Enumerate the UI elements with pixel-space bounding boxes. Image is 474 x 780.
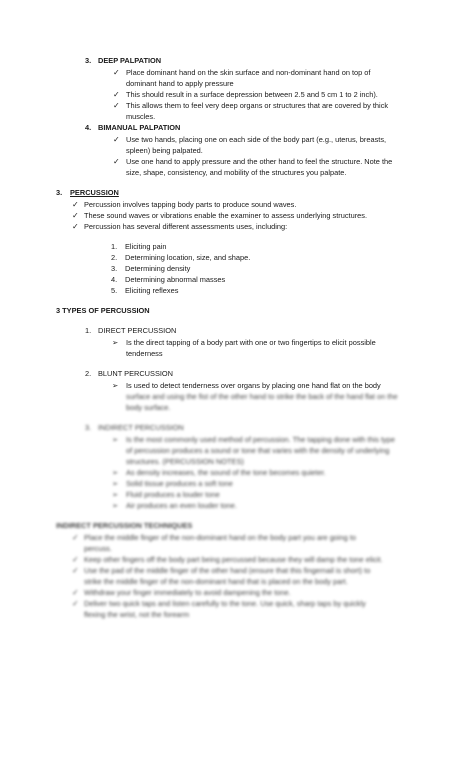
technique-3a: Use the pad of the middle finger of the other hand (ensure that this fingernail is short) to: [84, 566, 371, 575]
check-icon: ✓: [72, 211, 79, 220]
deep-item-3a: This allows them to feel very deep organs or structures that are covered by thick: [126, 101, 389, 110]
arrow-icon: ➢: [112, 501, 119, 510]
check-icon: ✓: [113, 68, 120, 77]
check-icon: ✓: [113, 90, 120, 99]
deep-item-2: This should result in a surface depression between 2.5 and 5 cm 1 to 2 inch).: [126, 90, 378, 99]
technique-5a: Deliver two quick taps and listen carefully to the tone. Use quick, sharp taps by quickly: [84, 599, 366, 608]
deep-item-3b: muscles.: [126, 112, 156, 121]
percussion-item-3: Percussion has several different assessments uses, including:: [84, 222, 288, 231]
arrow-icon: ➢: [112, 435, 119, 444]
arrow-icon: ➢: [112, 479, 119, 488]
arrow-icon: ➢: [112, 381, 119, 390]
use-number: 4.: [111, 275, 118, 284]
indirect-title: INDIRECT PERCUSSION: [98, 423, 184, 432]
direct-text-2: tenderness: [126, 349, 163, 358]
blunt-text-1: Is used to detect tenderness over organs by placing one hand flat on the body: [126, 381, 381, 390]
indirect-item-1b: of percussion produces a sound or tone that varies with the density of underlying: [126, 446, 390, 455]
use-text: Determining location, size, and shape.: [125, 253, 251, 262]
use-text: Determining abnormal masses: [125, 275, 226, 284]
percussion-number: 3.: [56, 188, 63, 197]
use-number: 3.: [111, 264, 118, 273]
types-heading: 3 TYPES OF PERCUSSION: [56, 306, 150, 315]
techniques-heading: INDIRECT PERCUSSION TECHNIQUES: [56, 521, 193, 530]
direct-text-1: Is the direct tapping of a body part with one or two fingertips to elicit possible: [126, 338, 376, 347]
percussion-item-2: These sound waves or vibrations enable the examiner to assess underlying structures.: [84, 211, 368, 220]
use-number: 1.: [111, 242, 118, 251]
check-icon: ✓: [113, 135, 120, 144]
arrow-icon: ➢: [112, 468, 119, 477]
indirect-item-1a: Is the most commonly used method of percussion. The tapping done with this type: [126, 435, 395, 444]
use-number: 5.: [111, 286, 118, 295]
check-icon: ✓: [72, 588, 79, 597]
direct-number: 1.: [85, 326, 92, 335]
use-text: Eliciting pain: [125, 242, 167, 251]
blunt-title: BLUNT PERCUSSION: [98, 369, 174, 378]
use-text: Determining density: [125, 264, 191, 273]
technique-1a: Place the middle finger of the non-dominant hand on the body part you are going to: [84, 533, 356, 542]
bimanual-number: 4.: [85, 123, 92, 132]
indirect-item-4: Fluid produces a louder tone: [126, 490, 220, 499]
check-icon: ✓: [72, 566, 79, 575]
check-icon: ✓: [113, 157, 120, 166]
check-icon: ✓: [72, 599, 79, 608]
bimanual-item-2b: size, shape, consistency, and mobility of the structures you palpate.: [126, 168, 347, 177]
deep-palpation-number: 3.: [85, 56, 92, 65]
bimanual-item-2a: Use one hand to apply pressure and the other hand to feel the structure. Note the: [126, 157, 393, 166]
technique-4: Withdraw your finger immediately to avoid dampening the tone.: [84, 588, 291, 597]
use-text: Eliciting reflexes: [125, 286, 179, 295]
check-icon: ✓: [72, 533, 79, 542]
use-number: 2.: [111, 253, 118, 262]
deep-item-1b: dominant hand to apply pressure: [126, 79, 234, 88]
technique-2: Keep other fingers off the body part being percussed because they will damp the tone elicit.: [84, 555, 383, 564]
percussion-heading: PERCUSSION: [70, 188, 119, 197]
check-icon: ✓: [72, 200, 79, 209]
technique-3b: strike the middle finger of the non-dominant hand that is placed on the body part.: [84, 577, 348, 586]
blunt-text-3: body surface.: [126, 403, 171, 412]
bimanual-item-1a: Use two hands, placing one on each side of the body part (e.g., uterus, breasts,: [126, 135, 387, 144]
check-icon: ✓: [72, 555, 79, 564]
indirect-item-3: Solid tissue produces a soft tone: [126, 479, 233, 488]
technique-5b: flexing the wrist, not the forearm: [84, 610, 190, 619]
deep-palpation-heading: DEEP PALPATION: [98, 56, 162, 65]
arrow-icon: ➢: [112, 490, 119, 499]
blunt-text-2: surface and using the fist of the other hand to strike the back of the hand flat on the: [126, 392, 398, 401]
arrow-icon: ➢: [112, 338, 119, 347]
check-icon: ✓: [72, 222, 79, 231]
technique-1b: percuss.: [84, 544, 112, 553]
bimanual-heading: BIMANUAL PALPATION: [98, 123, 181, 132]
direct-title: DIRECT PERCUSSION: [98, 326, 177, 335]
blunt-number: 2.: [85, 369, 92, 378]
indirect-number: 3.: [85, 423, 92, 432]
deep-item-1a: Place dominant hand on the skin surface and non-dominant hand on top of: [126, 68, 371, 77]
indirect-item-1c: structures. (PERCUSSION NOTES): [126, 457, 244, 466]
bimanual-item-1b: spleen) being palpated.: [126, 146, 203, 155]
percussion-item-1: Percussion involves tapping body parts to produce sound waves.: [84, 200, 297, 209]
check-icon: ✓: [113, 101, 120, 110]
indirect-item-2: As density increases, the sound of the tone becomes quieter.: [126, 468, 326, 477]
indirect-item-5: Air produces an even louder tone.: [126, 501, 237, 510]
